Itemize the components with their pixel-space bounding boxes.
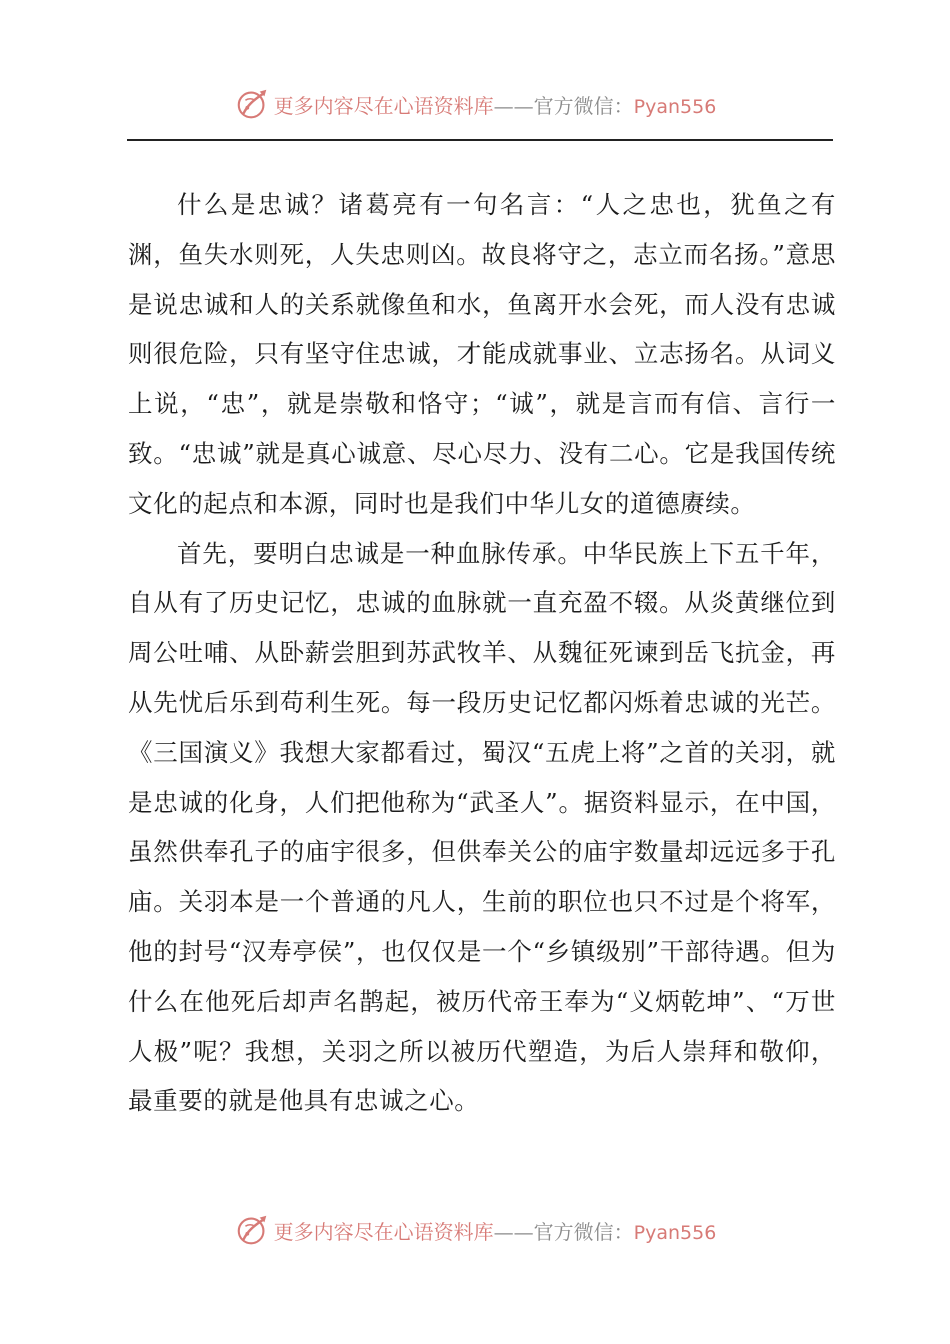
brand-logo-icon <box>234 1211 272 1249</box>
footer-banner <box>0 1208 950 1252</box>
footer-separator: —— <box>493 1219 534 1244</box>
header-contact-id: Pyan556 <box>633 95 717 118</box>
footer-contact-label: 官方微信： <box>533 1219 634 1244</box>
article-paragraph-1: 什么是忠诚？诸葛亮有一句名言：“人之忠也，犹鱼之有渊，鱼失水则死，人失忠则凶。故良将守之，志立而名扬。”意思是说忠诚和人的关系就像鱼和水，鱼离开水会死，而人没有忠诚则很危险，只有坚守住忠诚，才能成就事业、立志扬名。从词义上说，“忠”，就是崇敬和恪守；“诚”，就是言而有信、言行一致。“忠诚”就是真心诚意、尽心尽力、没有二心。它是我国传统文化的起点和本源，同时也是我们中华儿女的道德赓续。 <box>128 190 836 518</box>
footer-contact-id: Pyan556 <box>633 1221 717 1244</box>
article-body <box>128 180 836 1126</box>
brand-logo-icon <box>234 85 272 123</box>
header-brand: 更多内容尽在心语资料库 <box>273 93 494 118</box>
footer-banner-text <box>274 1216 717 1245</box>
article-paragraph-2: 首先，要明白忠诚是一种血脉传承。中华民族上下五千年，自从有了历史记忆，忠诚的血脉就一直充盈不辍。从炎黄继位到周公吐哺、从卧薪尝胆到苏武牧羊、从魏征死谏到岳飞抗金，再从先忧后乐到苟利生死。每一段历史记忆都闪烁着忠诚的光芒。《三国演义》我想大家都看过，蜀汉“五虎上将”之首的关羽，就是忠诚的化身，人们把他称为“武圣人”。据资料显示，在中国，虽然供奉孔子的庙宇很多，但供奉关公的庙宇数量却远远多于孔庙。关羽本是一个普通的凡人，生前的职位也只不过是个将军，他的封号“汉寿亭侯”，也仅仅是一个“乡镇级别”干部待遇。但为什么在他死后却声名鹊起，被历代帝王奉为“义炳乾坤”、“万世人极”呢？我想，关羽之所以被历代塑造，为后人崇拜和敬仰，最重要的就是他具有忠诚之心。 <box>128 538 836 1116</box>
header-banner <box>0 82 950 126</box>
header-banner-text <box>274 90 717 119</box>
header-divider <box>127 139 833 141</box>
header-separator: —— <box>493 93 534 118</box>
footer-brand: 更多内容尽在心语资料库 <box>273 1219 494 1244</box>
header-contact-label: 官方微信： <box>533 93 634 118</box>
